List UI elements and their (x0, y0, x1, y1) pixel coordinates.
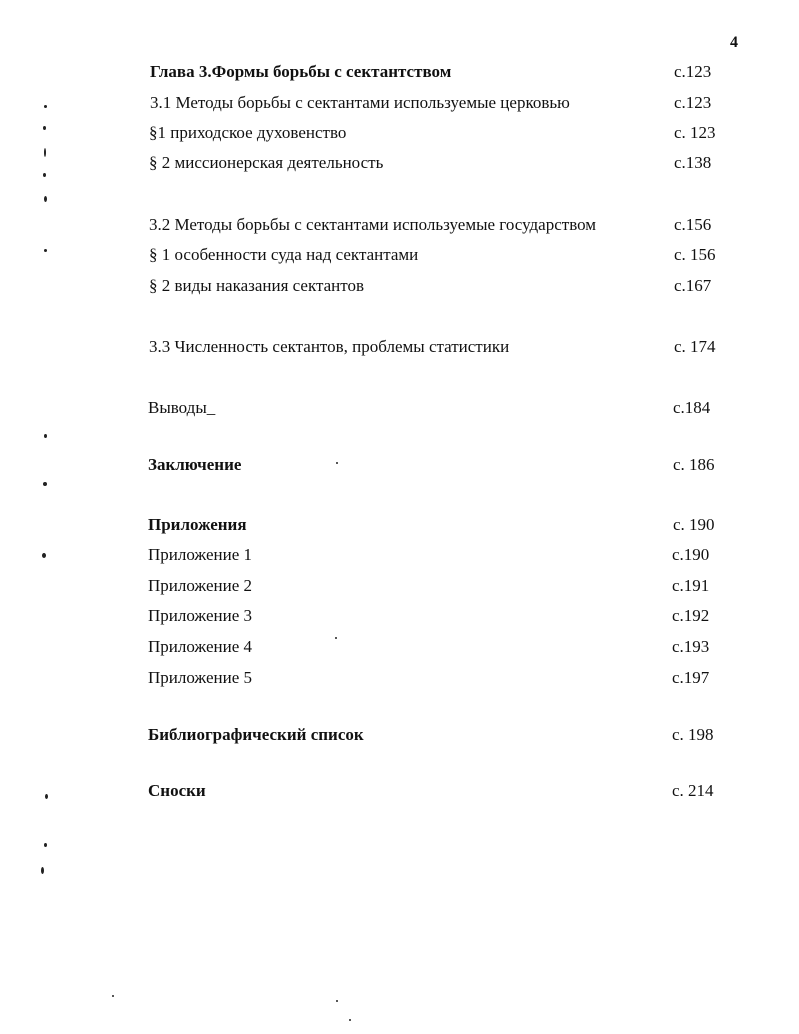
scan-speck (112, 995, 114, 997)
toc-entry-page: с. 186 (673, 455, 715, 474)
scan-speck (43, 126, 46, 130)
toc-entry-title: Приложение 4 (148, 637, 252, 656)
scan-speck (42, 553, 46, 558)
toc-entry-page: с.191 (672, 576, 710, 595)
page-number: 4 (730, 34, 738, 51)
toc-entry-title: §1 приходское духовенство (149, 123, 347, 142)
scan-speck (44, 434, 47, 438)
toc-entry-page: с.190 (672, 545, 710, 564)
toc-entry-page: с.138 (674, 153, 712, 172)
scan-speck (44, 105, 47, 108)
toc-entry-title: Библиографический список (148, 725, 364, 744)
toc-entry-title: Приложение 3 (148, 606, 252, 625)
scan-speck (44, 148, 46, 157)
scan-speck (43, 482, 47, 486)
toc-entry-title: Приложение 5 (148, 668, 252, 687)
scan-speck (336, 462, 338, 464)
toc-entry-page: с.123 (674, 62, 712, 81)
toc-entry-title: Заключение (148, 455, 242, 474)
toc-entry-title: 3.2 Методы борьбы с сектантами используемые государством (149, 215, 597, 234)
toc-entry-title: 3.1 Методы борьбы с сектантами используемые церковью (150, 93, 570, 112)
toc-entry-title: Приложения (148, 515, 247, 534)
toc-entry-page: с.192 (672, 606, 710, 625)
scan-speck (335, 637, 337, 639)
toc-entry-page: с. 190 (673, 515, 715, 534)
toc-entry-page: с.197 (672, 668, 710, 687)
toc-entry-title: § 1 особенности суда над сектантами (149, 245, 419, 264)
scan-speck (44, 196, 47, 202)
scan-speck (43, 173, 46, 177)
toc-entry-title: § 2 миссионерская деятельность (149, 153, 384, 172)
toc-entry-page: с.167 (674, 276, 712, 295)
toc-entry-page: с. 156 (674, 245, 716, 264)
scan-speck (45, 794, 48, 799)
toc-entry-page: с. 174 (674, 337, 716, 356)
scan-speck (44, 843, 47, 847)
toc-entry-page: с.123 (674, 93, 712, 112)
toc-entry-page: с.184 (673, 398, 711, 417)
scan-speck (41, 867, 44, 874)
toc-entry-page: с. 123 (674, 123, 716, 142)
toc-entry-title: Приложение 2 (148, 576, 252, 595)
scan-speck (349, 1019, 351, 1021)
toc-entry-title: Сноски (148, 781, 206, 800)
toc-entry-title: 3.3 Численность сектантов, проблемы статистики (149, 337, 510, 356)
scan-speck (44, 249, 47, 252)
toc-entry-title: Глава 3.Формы борьбы с сектантством (150, 62, 452, 81)
toc-entry-page: с. 198 (672, 725, 714, 744)
toc-entry-title: Выводы_ (148, 398, 216, 417)
toc-entry-title: § 2 виды наказания сектантов (149, 276, 365, 295)
scan-speck (336, 1000, 338, 1002)
toc-entry-title: Приложение 1 (148, 545, 252, 564)
toc-entry-page: с.156 (674, 215, 712, 234)
toc-entry-page: с. 214 (672, 781, 714, 800)
toc-entry-page: с.193 (672, 637, 710, 656)
